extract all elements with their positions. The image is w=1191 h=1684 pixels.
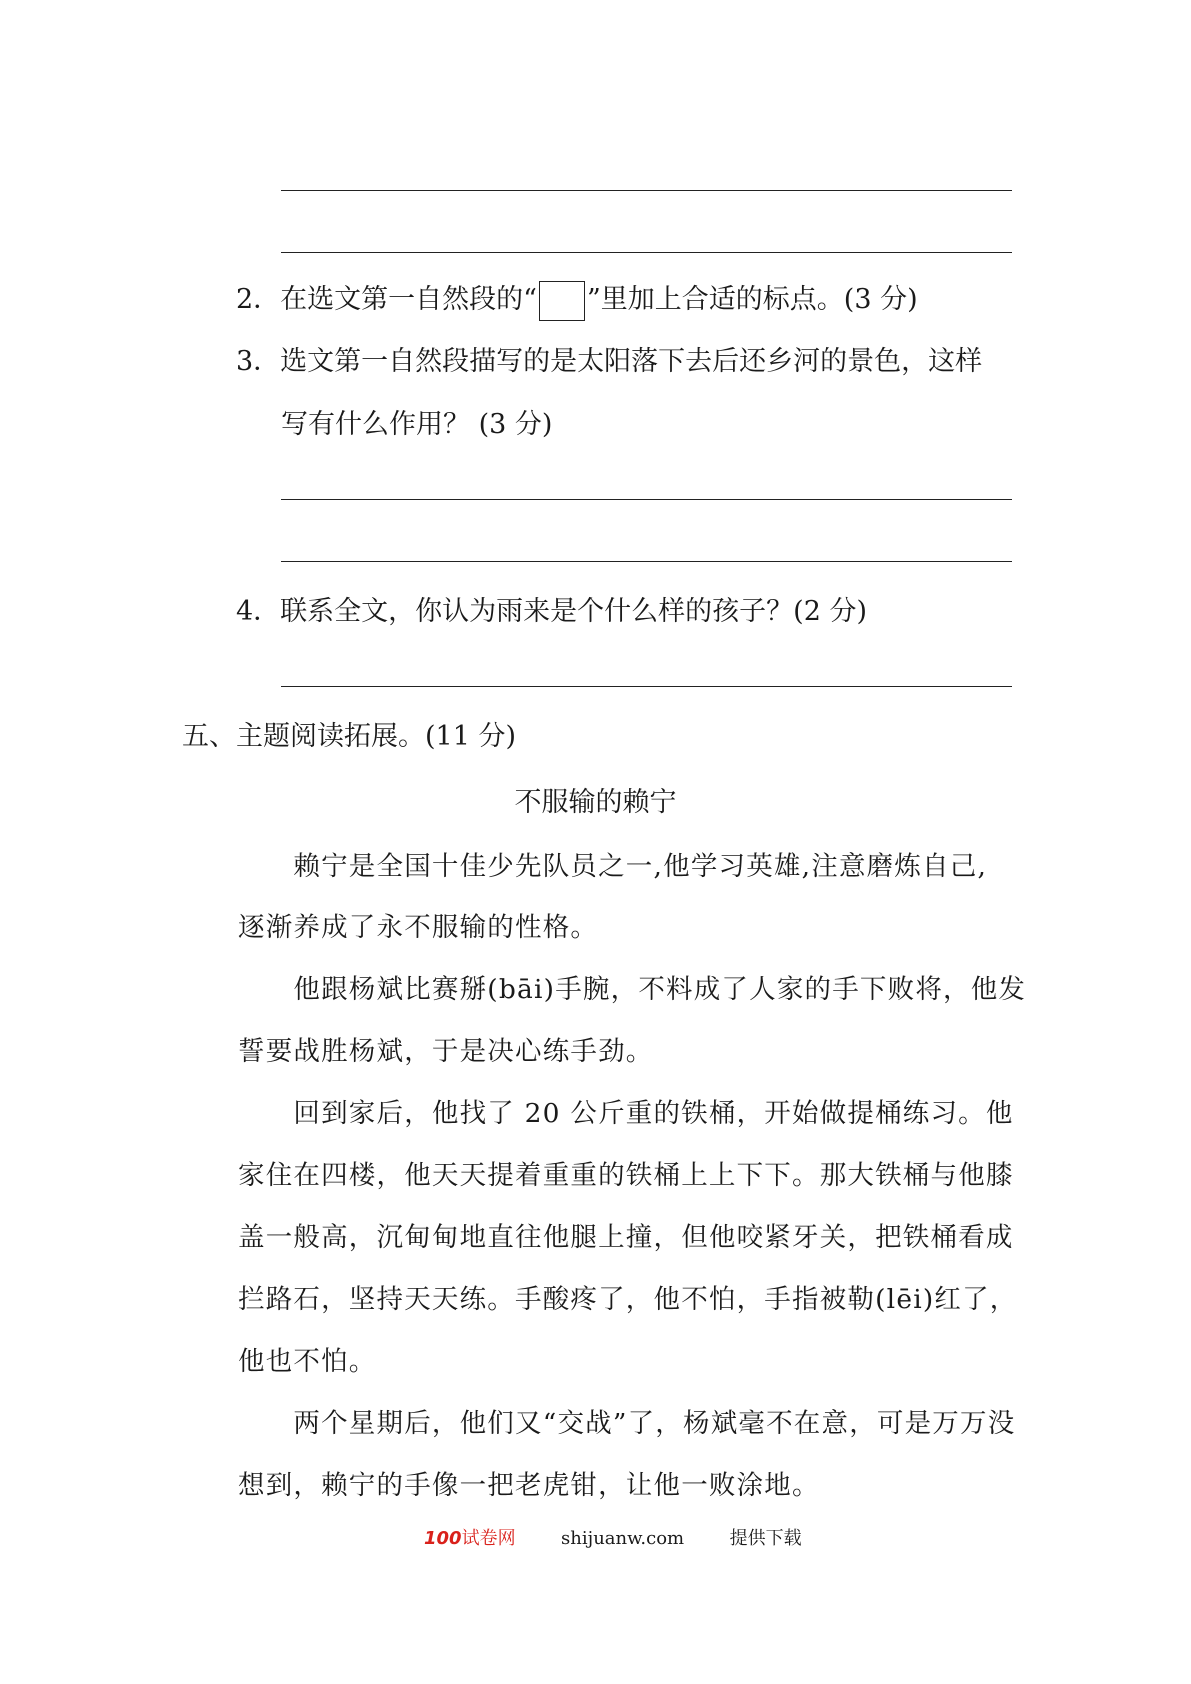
site-logo: 100 bbox=[424, 1528, 462, 1549]
question-3-line-2: 写有什么作用？ (3 分) bbox=[281, 409, 553, 440]
passage-line: 拦路石，坚持天天练。手酸疼了，他不怕，手指被勒(lēi)红了， bbox=[238, 1284, 1018, 1315]
passage-line: 逐渐养成了永不服输的性格。 bbox=[238, 912, 599, 943]
punctuation-answer-box[interactable] bbox=[539, 281, 585, 321]
question-2-text-a: 2．在选文第一自然段的“ bbox=[236, 284, 537, 315]
section-5-heading: 五、主题阅读拓展。(11 分) bbox=[182, 721, 517, 752]
answer-line[interactable] bbox=[281, 499, 1012, 500]
answer-line[interactable] bbox=[281, 561, 1012, 562]
passage-title: 不服输的赖宁 bbox=[514, 787, 677, 818]
passage-line: 盖一般高，沉甸甸地直往他腿上撞，但他咬紧牙关，把铁桶看成 bbox=[238, 1222, 1014, 1253]
answer-line[interactable] bbox=[281, 252, 1012, 253]
question-4: 4．联系全文，你认为雨来是个什么样的孩子？(2 分) bbox=[236, 596, 868, 627]
question-2 bbox=[236, 280, 918, 321]
answer-line[interactable] bbox=[281, 190, 1012, 191]
question-2-text-b: ”里加上合适的标点。(3 分) bbox=[586, 284, 918, 315]
site-url[interactable]: shijuanw.com bbox=[561, 1528, 685, 1549]
passage-line: 誓要战胜杨斌，于是决心练手劲。 bbox=[238, 1036, 654, 1067]
site-name: 试卷网 bbox=[461, 1528, 516, 1549]
download-note: 提供下载 bbox=[729, 1528, 802, 1549]
question-3-line-1: 3．选文第一自然段描写的是太阳落下去后还乡河的景色，这样 bbox=[236, 346, 983, 377]
passage-line: 他跟杨斌比赛掰(bāi)手腕，不料成了人家的手下败将，他发 bbox=[238, 974, 1027, 1005]
answer-line[interactable] bbox=[281, 686, 1012, 687]
passage-line: 他也不怕。 bbox=[238, 1346, 377, 1377]
footer bbox=[424, 1524, 802, 1554]
passage-line: 想到，赖宁的手像一把老虎钳，让他一败涂地。 bbox=[238, 1470, 820, 1501]
passage-line: 两个星期后，他们又“交战”了，杨斌毫不在意，可是万万没 bbox=[238, 1408, 1016, 1439]
passage-line: 赖宁是全国十佳少先队员之一,他学习英雄,注意磨炼自己, bbox=[238, 851, 988, 882]
passage-line: 家住在四楼，他天天提着重重的铁桶上上下下。那大铁桶与他膝 bbox=[238, 1160, 1014, 1191]
passage-line: 回到家后，他找了 20 公斤重的铁桶，开始做提桶练习。他 bbox=[238, 1098, 1014, 1129]
